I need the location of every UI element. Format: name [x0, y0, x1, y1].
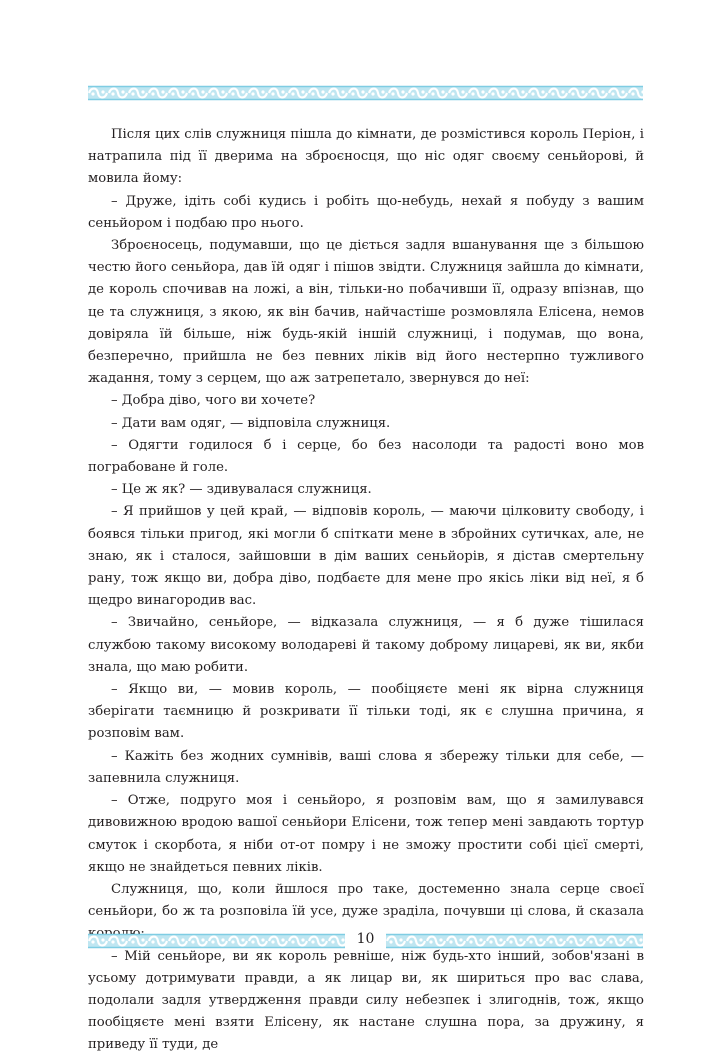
paragraph: – Одягти годилося б і серце, бо без насолоди та радості воно мов пограбоване й голе. [88, 437, 644, 476]
scroll-ornament-icon [88, 933, 345, 949]
bottom-ornament-border-left [88, 933, 345, 949]
top-ornament-border [88, 85, 643, 101]
paragraph: Зброєносець, подумавши, що це діється задля вшанування ще з більшою честю його сеньйора, дав їй одяг і пішов звідти. Служниця зайшла до кімнати, де король спочивав на ложі, а він, тільки-но побачивши її, одразу впізнав, що це та служниця, з якою, як він бачив, найчастіше розмовляла Елісена, немов довіряла їй більше, ніж будь-якій іншій служниці, і подумав, що вона, безперечно, прийшла не без певних ліків від його нестерпно тужливого жадання, тому з серцем, що аж затрепетало, звернувся до неї: [88, 238, 644, 387]
paragraph: – Отже, подруго моя і сеньйоро, я розповім вам, що я замилувався дивовижною вродою вашої сеньйори Елісени, тож тепер мені завдають тортур смуток і скорбота, я ніби от-от помру і не зможу простити собі цієї смерті, якщо не знайдеться певних ліків. [88, 793, 644, 875]
paragraph: – Друже, ідіть собі кудись і робіть що-небудь, нехай я побуду з вашим сеньйором і подбаю про нього. [88, 193, 644, 231]
page-body-text [88, 124, 644, 1057]
scroll-ornament-icon [88, 85, 643, 101]
paragraph: – Звичайно, сеньйоре, — відказала служниця, — я б дуже тішилася службою такому високому володареві й такому доброму лицареві, як ви, якби знала, що маю робити. [88, 615, 644, 675]
paragraph: – Дати вам одяг, — відповіла служниця. [111, 415, 391, 431]
paragraph: Служниця, що, коли йшлося про таке, достеменно знала серце своєї сеньйори, бо ж та розповіла їй усе, дуже зраділа, почувши ці слова, й сказала [88, 881, 644, 920]
paragraph: – Кажіть без жодних сумнівів, ваші слова я збережу тільки для себе, — запевнила служниця. [88, 748, 644, 786]
bottom-ornament-border-right [386, 933, 643, 949]
paragraph: – Це ж як? — здивувалася служниця. [111, 482, 372, 498]
paragraph: Після цих слів служниця пішла до кімнати, де розмістився король Періон, і натрапила під її дверима на зброєносця, що ніс одяг своєму сеньйорові, й мовила йому: [88, 127, 644, 187]
paragraph: – Мій сеньйоре, ви як король ревніше, ніж будь-хто інший, зобов'язані в усьому дотримувати правди, а як лицар ви, як шириться про вас слава, подолали задля утвердження правди силу небезпек і злигоднів, тож, якщо пообіцяєте мені взяти Елісену, як настане слушна пора, за дружину, я приведу її туди, де [88, 948, 644, 1053]
paragraph: – Добра діво, чого ви хочете? [111, 393, 316, 409]
paragraph: – Я прийшов у цей край, — відповів король, — маючи цілковиту свободу, і боявся тільки пригод, які могли б спіткати мене в збройних сутичках, але, не знаю, як і сталося, зайшовши в дім ваших сеньйорів, я дістав смертельну рану, тож якщо ви, добра діво, подбаєте для мене про якісь ліки від неї, я б щедро винагородив вас. [88, 504, 644, 609]
scroll-ornament-icon [386, 933, 643, 949]
page-number: 10 [356, 931, 375, 947]
paragraph: – Якщо ви, — мовив король, — пообіцяєте мені як вірна служниця зберігати таємницю й розкривати її тільки тоді, як є слушна причина, я розповім вам. [88, 682, 644, 742]
